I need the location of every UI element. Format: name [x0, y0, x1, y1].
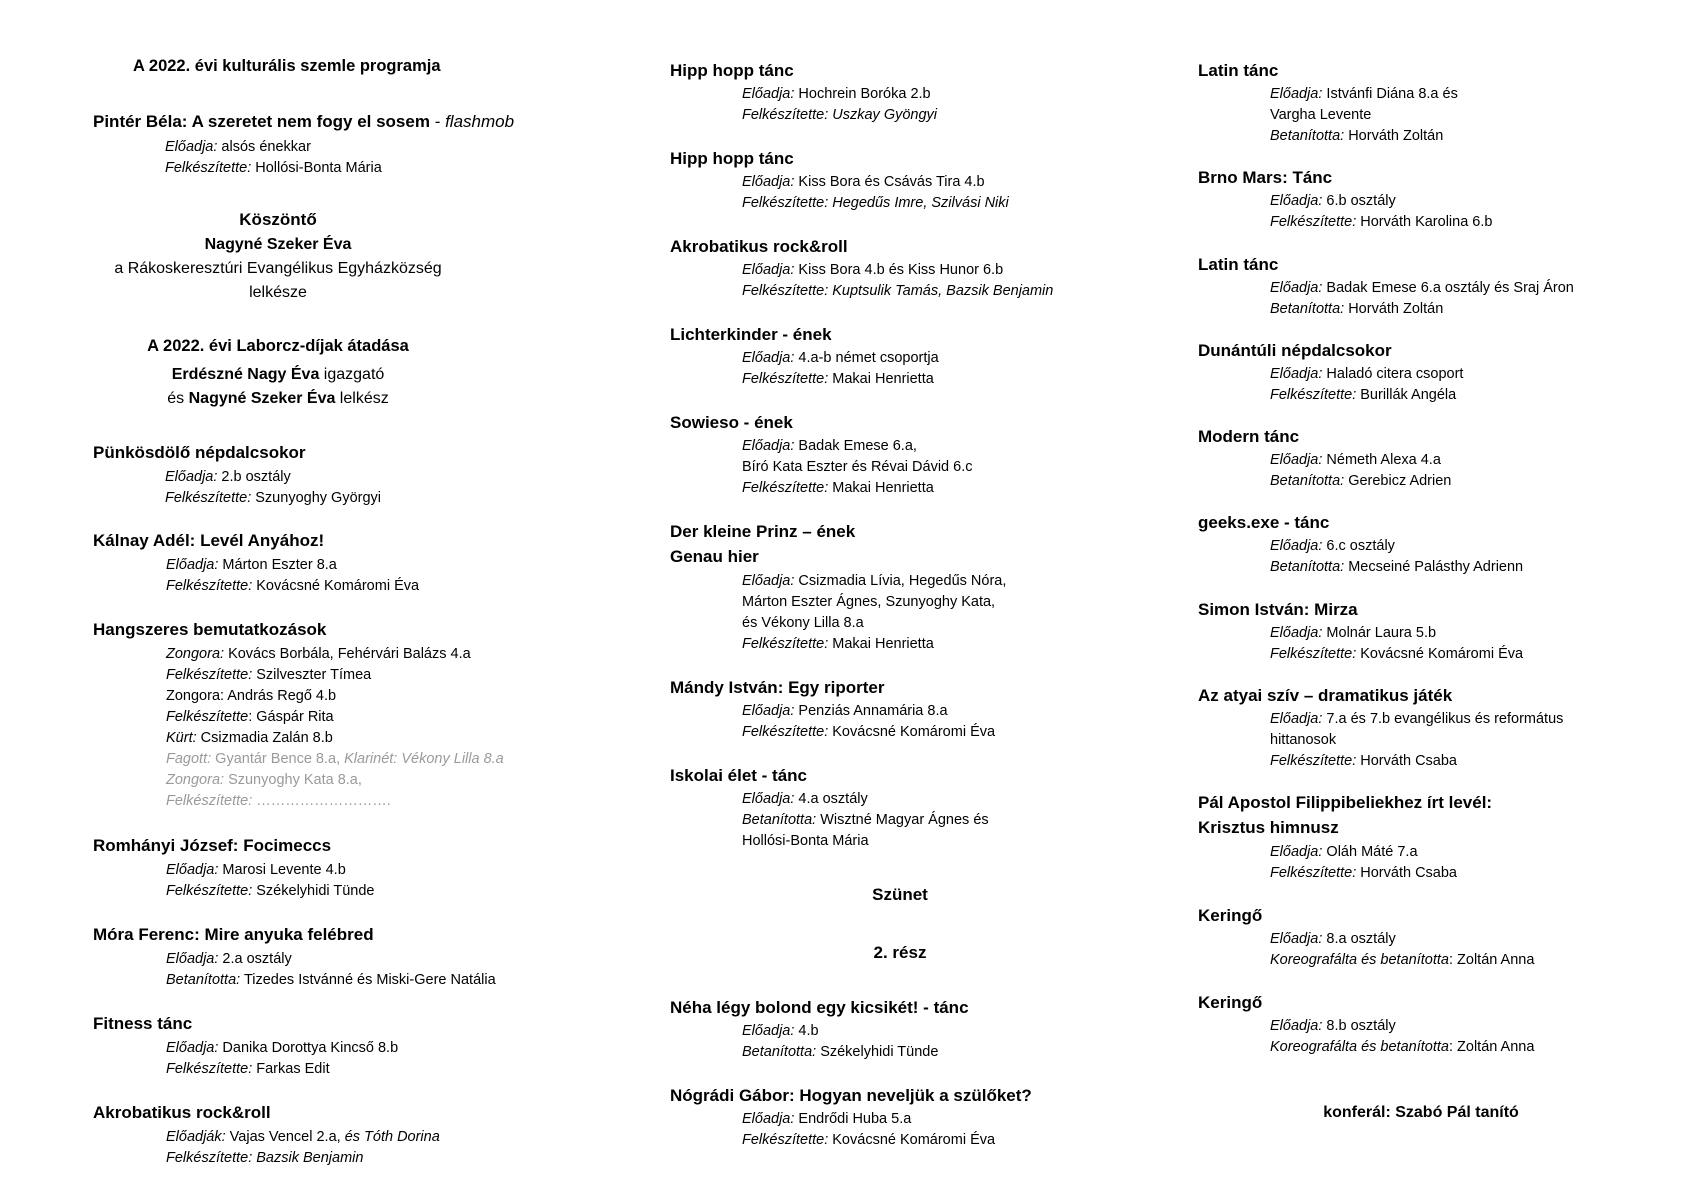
host-credit: konferál: Szabó Pál tanító [1323, 1104, 1519, 1121]
item-line: Előadja: Csizmadia Lívia, Hegedűs Nóra, [742, 573, 1007, 589]
item-line: és Vékony Lilla 8.a [742, 615, 864, 631]
item-line: Előadja: Kiss Bora és Csávás Tira 4.b [742, 174, 985, 190]
item-title: Akrobatikus rock&roll [93, 1103, 271, 1122]
item-line: Betanította: Horváth Zoltán [1270, 128, 1444, 144]
award-line: és Nagyné Szeker Éva lelkész [167, 390, 389, 407]
item-line: Felkészítette: Kovácsné Komáromi Éva [1270, 646, 1524, 662]
item-line: Előadja: 4.a-b német csoportja [742, 350, 939, 366]
item-line: Márton Eszter Ágnes, Szunyoghy Kata, [742, 594, 996, 610]
item-line: Betanította: Tizedes Istvánné és Miski-Gere Natália [166, 972, 496, 988]
item-line: Felkészítette: Szilveszter Tímea [166, 667, 372, 683]
item-line: Előadja: Istvánfi Diána 8.a és [1270, 86, 1458, 102]
item-line: Előadja: Németh Alexa 4.a [1270, 452, 1441, 468]
item-line: Előadja: Endrődi Huba 5.a [742, 1111, 912, 1127]
item-line: Előadja: 2.b osztály [165, 469, 291, 485]
item-line: Előadja: Oláh Máté 7.a [1270, 844, 1418, 860]
item-line: Felkészítette: Horváth Csaba [1270, 865, 1457, 881]
item-line: Kürt: Csizmadia Zalán 8.b [166, 730, 333, 746]
part-two-heading: 2. rész [873, 943, 927, 962]
item-line: Előadja: Márton Eszter 8.a [166, 557, 337, 573]
item-title: Keringő [1198, 993, 1263, 1012]
item-line: Koreografálta és betanította: Zoltán Anna [1270, 1039, 1535, 1055]
item-line: Felkészítette: Uszkay Gyöngyi [742, 107, 938, 123]
item-line: Előadja: 7.a és 7.b evangélikus és református [1270, 711, 1564, 727]
item-line: Előadja: Danika Dorottya Kincső 8.b [166, 1040, 399, 1056]
item-title: Latin tánc [1198, 61, 1279, 80]
item-title: Iskolai élet - tánc [670, 766, 807, 785]
item-title: Latin tánc [1198, 255, 1279, 274]
item-title: Romhányi József: Focimeccs [93, 836, 332, 855]
item-title: Hangszeres bemutatkozások [93, 620, 327, 639]
item-line: Felkészítette: Kovácsné Komáromi Éva [742, 1132, 996, 1148]
break-heading: Szünet [872, 885, 928, 904]
item-line: Előadja: 2.a osztály [166, 951, 292, 967]
item-title: Mándy István: Egy riporter [670, 678, 885, 697]
item-line: Betanította: Gerebicz Adrien [1270, 473, 1452, 489]
item-title: Pünkösdölő népdalcsokor [93, 443, 306, 462]
item-title: Dunántúli népdalcsokor [1198, 341, 1392, 360]
item-line: Zongora: Szunyoghy Kata 8.a, [166, 772, 362, 788]
item-line: Előadja: Molnár Laura 5.b [1270, 625, 1437, 641]
item-line: Előadja: alsós énekkar [165, 139, 311, 155]
item-title: geeks.exe - tánc [1198, 513, 1330, 532]
item-line: Felkészítette: Kovácsné Komáromi Éva [166, 578, 420, 594]
welcome-line: lelkésze [249, 284, 307, 301]
item-line: hittanosok [1270, 732, 1337, 748]
item-line: Felkészítette: Kovácsné Komáromi Éva [742, 724, 996, 740]
award-line: Erdészné Nagy Éva igazgató [171, 366, 385, 383]
item-line: Előadja: Badak Emese 6.a, [742, 438, 917, 454]
item-line: Előadja: 8.a osztály [1270, 931, 1396, 947]
item-title: Hipp hopp tánc [670, 61, 794, 80]
item-line: Koreografálta és betanította: Zoltán Anna [1270, 952, 1535, 968]
item-title: Néha légy bolond egy kicsikét! - tánc [670, 998, 969, 1017]
item-line: Felkészítette: Hollósi-Bonta Mária [165, 160, 382, 176]
item-line: Felkészítette: Gáspár Rita [166, 709, 334, 725]
item-line: Bíró Kata Eszter és Révai Dávid 6.c [742, 459, 973, 475]
item-title: Sowieso - ének [670, 413, 793, 432]
item-line: Előadja: Haladó citera csoport [1270, 366, 1464, 382]
item-line: Előadja: 4.b [742, 1023, 819, 1039]
item-title: Modern tánc [1198, 427, 1300, 446]
item-line: Felkészítette: Horváth Csaba [1270, 753, 1457, 769]
item-title: Brno Mars: Tánc [1198, 168, 1333, 187]
item-line: Felkészítette: Kuptsulik Tamás, Bazsik Benjamin [742, 283, 1054, 299]
program-title: A 2022. évi kulturális szemle programja [133, 57, 441, 75]
item-line: Betanította: Székelyhidi Tünde [742, 1044, 939, 1060]
welcome-title: Köszöntő [239, 210, 317, 229]
award-title: A 2022. évi Laborcz-díjak átadása [147, 337, 409, 355]
item-title: Pál Apostol Filippibeliekhez írt levél: [1198, 793, 1493, 812]
item-title: Kálnay Adél: Levél Anyához! [93, 531, 325, 550]
item-line: Felkészítette: Bazsik Benjamin [166, 1150, 364, 1166]
item-line: Betanította: Horváth Zoltán [1270, 301, 1444, 317]
item-title: Keringő [1198, 906, 1263, 925]
item-line: Felkészítette: Makai Henrietta [742, 371, 934, 387]
item-line: Betanította: Mecseiné Palásthy Adrienn [1270, 559, 1524, 575]
item-line: Előadja: Penziás Annamária 8.a [742, 703, 948, 719]
item-line: Felkészítette: Hegedűs Imre, Szilvási Niki [742, 195, 1009, 211]
item-title: Hipp hopp tánc [670, 149, 794, 168]
item-line: Hollósi-Bonta Mária [742, 833, 869, 849]
item-title: Der kleine Prinz – ének [670, 522, 856, 541]
item-line: Felkészítette: Horváth Karolina 6.b [1270, 214, 1493, 230]
item-title: Lichterkinder - ének [670, 325, 832, 344]
item-line: Előadja: 6.c osztály [1270, 538, 1395, 554]
item-line: Előadja: 6.b osztály [1270, 193, 1396, 209]
item-line: Zongora: András Regő 4.b [166, 688, 337, 704]
item-line: Felkészítette: Farkas Edit [166, 1061, 330, 1077]
item-title: Genau hier [670, 547, 759, 566]
item-title: Nógrádi Gábor: Hogyan neveljük a szülőket? [670, 1086, 1032, 1105]
item-line: Felkészítette: ………………………. [166, 793, 391, 809]
item-line: Előadja: Badak Emese 6.a osztály és Sraj Áron [1270, 280, 1574, 296]
item-line: Előadja: Marosi Levente 4.b [166, 862, 346, 878]
item-line: Fagott: Gyantár Bence 8.a, Klarinét: Vékony Lilla 8.a [166, 751, 504, 767]
item-title: Krisztus himnusz [1198, 818, 1339, 837]
welcome-name: Nagyné Szeker Éva [204, 236, 352, 253]
item-title: Simon István: Mirza [1198, 600, 1358, 619]
item-line: Felkészítette: Burillák Angéla [1270, 387, 1457, 403]
item-line: Előadja: 8.b osztály [1270, 1018, 1396, 1034]
item-title: Az atyai szív – dramatikus játék [1198, 686, 1453, 705]
item-title: Pintér Béla: A szeretet nem fogy el sosem - flashmob [93, 112, 515, 131]
welcome-line: a Rákoskeresztúri Evangélikus Egyházközség [114, 260, 442, 277]
item-line: Előadja: 4.a osztály [742, 791, 868, 807]
item-line: Vargha Levente [1270, 107, 1372, 123]
item-title: Fitness tánc [93, 1014, 193, 1033]
item-line: Betanította: Wisztné Magyar Ágnes és [742, 812, 989, 828]
item-line: Felkészítette: Makai Henrietta [742, 636, 934, 652]
item-title: Akrobatikus rock&roll [670, 237, 848, 256]
item-line: Felkészítette: Makai Henrietta [742, 480, 934, 496]
item-line: Előadja: Hochrein Boróka 2.b [742, 86, 931, 102]
item-line: Előadják: Vajas Vencel 2.a, és Tóth Dorina [166, 1129, 440, 1145]
item-line: Felkészítette: Szunyoghy Györgyi [165, 490, 381, 506]
item-line: Zongora: Kovács Borbála, Fehérvári Balázs 4.a [166, 646, 471, 662]
item-line: Előadja: Kiss Bora 4.b és Kiss Hunor 6.b [742, 262, 1004, 278]
item-title: Móra Ferenc: Mire anyuka felébred [93, 925, 374, 944]
item-line: Felkészítette: Székelyhidi Tünde [166, 883, 375, 899]
